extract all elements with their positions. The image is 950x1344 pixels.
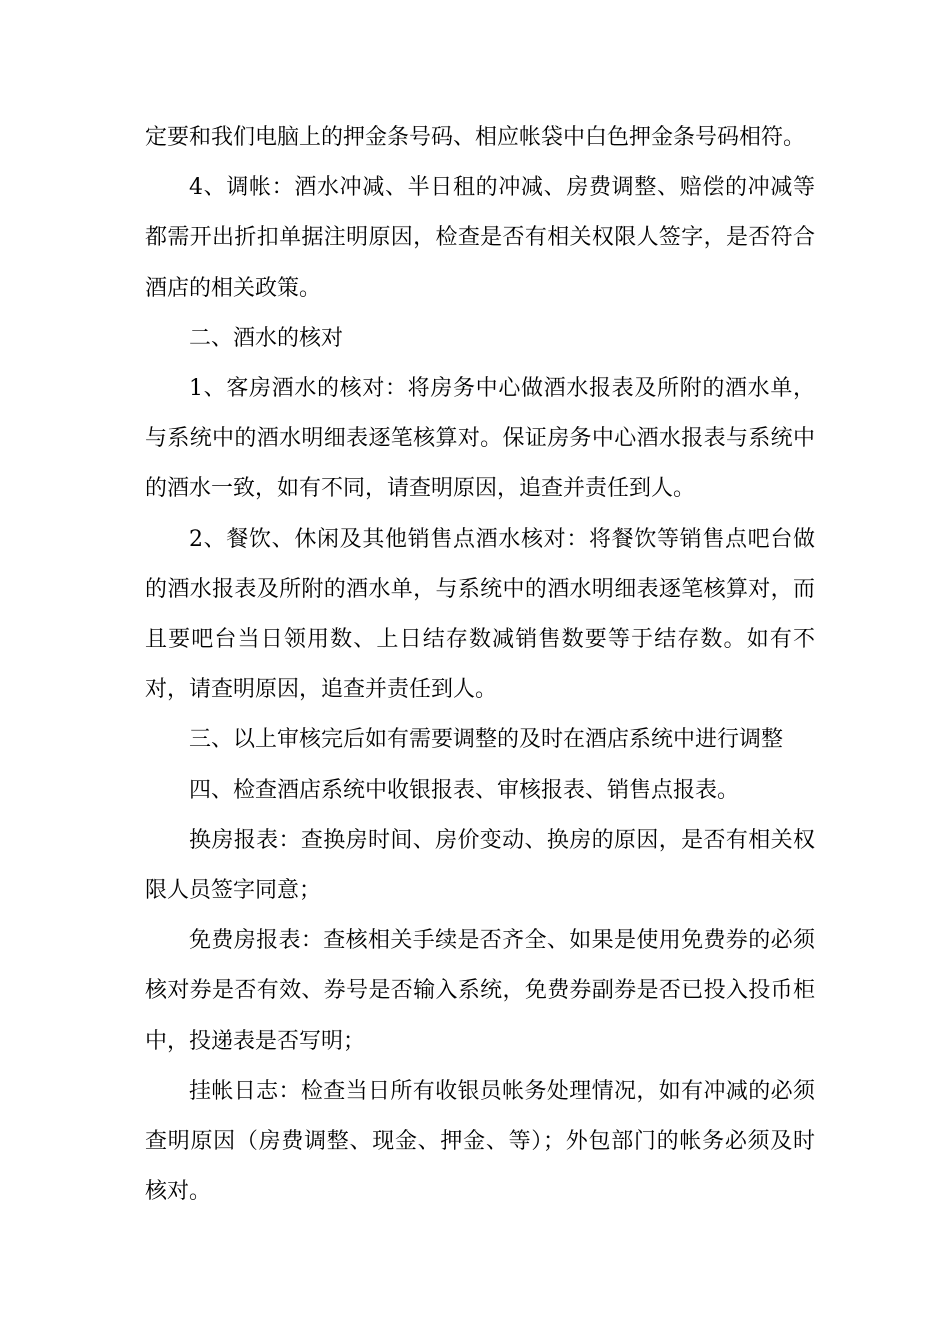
paragraph-adjust-accounts: 4、调帐：酒水冲减、半日租的冲减、房费调整、赔偿的冲减等都需开出折扣单据注明原因，检查是否有相关权限人签字，是否符合酒店的相关政策。 <box>145 175 815 301</box>
paragraph-room-beverage-check: 1、客房酒水的核对：将房务中心做酒水报表及所附的酒水单，与系统中的酒水明细表逐笔核算对。保证房务中心酒水报表与系统中的酒水一致，如有不同，请查明原因，追查并责任到人。 <box>145 376 815 502</box>
section-heading-beverage-check: 二、酒水的核对 <box>189 325 344 351</box>
paragraph-ledger-log: 挂帐日志：检查当日所有收银员帐务处理情况，如有冲减的必须查明原因（房费调整、现金、押金、等）；外包部门的帐务必须及时核对。 <box>145 1078 815 1205</box>
section-heading-adjustments: 三、以上审核完后如有需要调整的及时在酒店系统中进行调整 <box>189 727 784 753</box>
paragraph-continuation: 定要和我们电脑上的押金条号码、相应帐袋中白色押金条号码相符。 <box>145 125 806 150</box>
document-body <box>145 113 815 1217</box>
section-heading-report-check: 四、检查酒店系统中收银报表、审核报表、销售点报表。 <box>189 777 740 803</box>
paragraph-room-change-report: 换房报表：查换房时间、房价变动、换房的原因，是否有相关权限人员签字同意； <box>145 827 815 904</box>
paragraph-outlet-beverage-check: 2、餐饮、休闲及其他销售点酒水核对：将餐饮等销售点吧台做的酒水报表及所附的酒水单，与系统中的酒水明细表逐笔核算对，而且要吧台当日领用数、上日结存数减销售数要等于结存数。如有不对，请查明原因，追查并责任到人。 <box>145 526 815 703</box>
paragraph-free-room-report: 免费房报表：查核相关手续是否齐全、如果是使用免费券的必须核对券是否有效、券号是否输入系统，免费券副券是否已投入投币柜中，投递表是否写明； <box>145 928 815 1054</box>
